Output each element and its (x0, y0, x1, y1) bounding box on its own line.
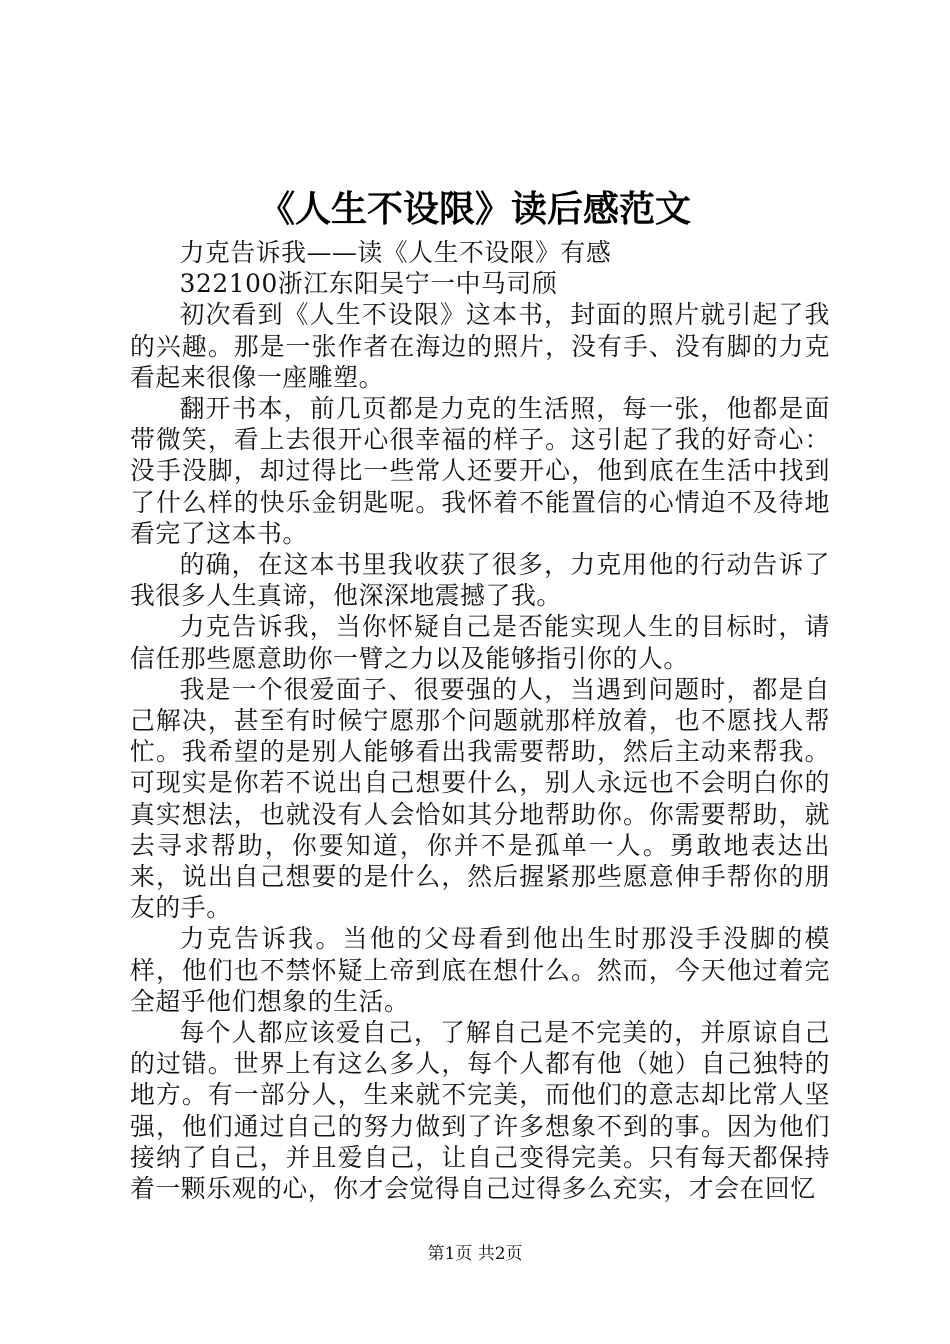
page-footer: 第1页 共2页 (427, 1244, 523, 1264)
body-paragraph: 的确，在这本书里我收获了很多，力克用他的行动告诉了我很多人生真谛，他深深地震撼了我。 (130, 550, 830, 611)
document-title: 《人生不设限》读后感范文 (258, 188, 691, 230)
subtitle-paragraph: 力克告诉我——读《人生不设限》有感 (179, 238, 612, 267)
body-paragraph: 力克告诉我。当他的父母看到他出生时那没手没脚的模样，他们也不禁怀疑上帝到底在想什么。然而，今天他过着完全超乎他们想象的生活。 (130, 924, 830, 1016)
document-body (130, 237, 830, 1204)
body-paragraph: 初次看到《人生不设限》这本书，封面的照片就引起了我的兴趣。那是一张作者在海边的照片，没有手、没有脚的力克看起来很像一座雕塑。 (130, 300, 830, 392)
body-paragraph: 力克告诉我，当你怀疑自己是否能实现人生的目标时，请信任那些愿意助你一臂之力以及能够指引你的人。 (130, 612, 830, 673)
author-line: 322100浙江东阳吴宁一中马司颀 (179, 269, 558, 299)
body-paragraph: 翻开书本，前几页都是力克的生活照，每一张，他都是面带微笑，看上去很开心很幸福的样子。这引起了我的好奇心：没手没脚，却过得比一些常人还要开心，他到底在生活中找到了什么样的快乐金钥匙呢。我怀着不能置信的心情迫不及待地看完了这本书。 (130, 394, 830, 548)
body-paragraph: 我是一个很爱面子、很要强的人，当遇到问题时，都是自己解决，甚至有时候宁愿那个问题就那样放着，也不愿找人帮忙。我希望的是别人能够看出我需要帮助，然后主动来帮我。可现实是你若不说出自己想要什么，别人永远也不会明白你的真实想法，也就没有人会恰如其分地帮助你。你需要帮助，就去寻求帮助，你要知道，你并不是孤单一人。勇敢地表达出来，说出自己想要的是什么，然后握紧那些愿意伸手帮你的朋友的手。 (130, 674, 830, 923)
body-paragraph: 每个人都应该爱自己，了解自己是不完美的，并原谅自己的过错。世界上有这么多人，每个人都有他（她）自己独特的地方。有一部分人，生来就不完美，而他们的意志却比常人坚强，他们通过自己的努力做到了许多想象不到的事。因为他们接纳了自己，并且爱自己，让自己变得完美。只有每天都保持着一颗乐观的心，你才会觉得自己过得多么充实，才会在回忆 (130, 1018, 830, 1204)
